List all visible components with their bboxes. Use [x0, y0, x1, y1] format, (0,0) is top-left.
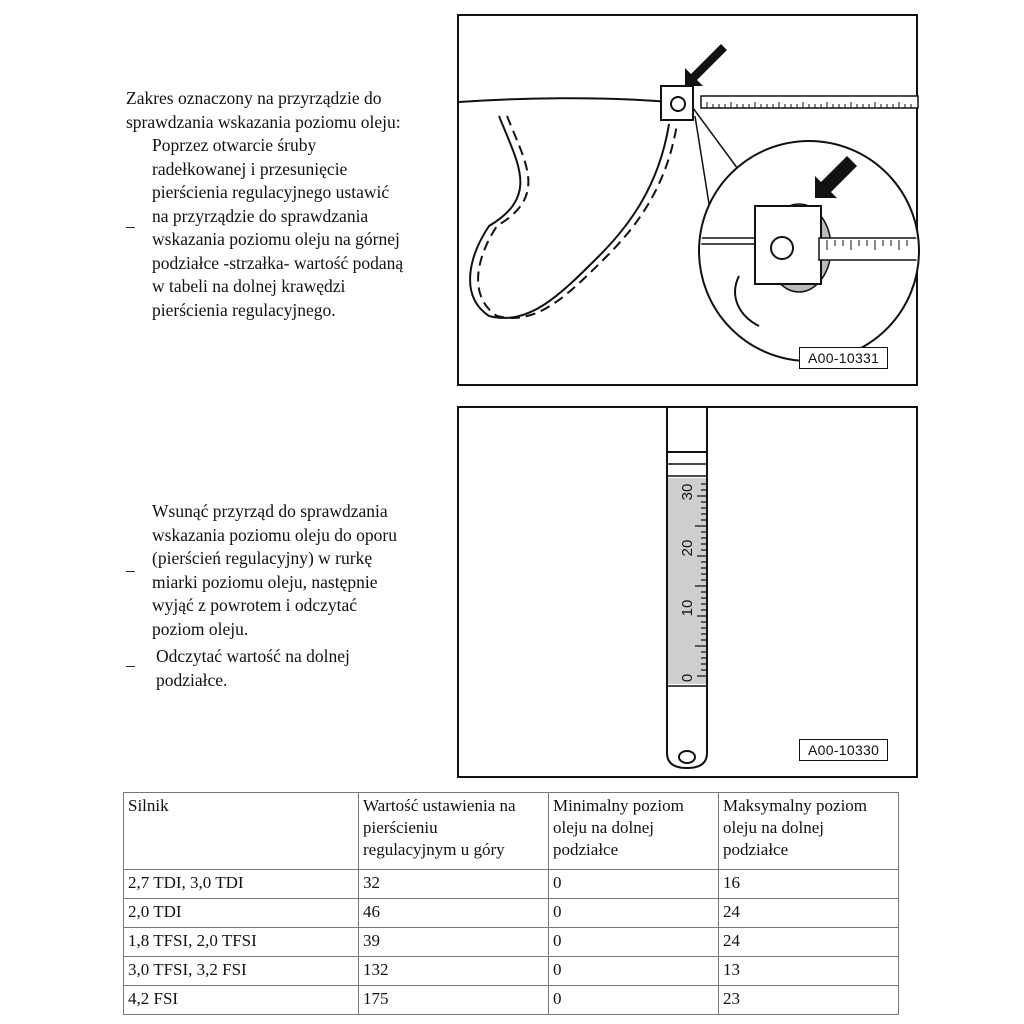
cell-ring-setting: 46	[359, 899, 549, 928]
cell-engine: 4,2 FSI	[124, 986, 359, 1015]
table-header-row	[124, 793, 899, 870]
cell-min-level: 0	[549, 928, 719, 957]
instruction-set-ring: Poprzez otwarcie śruby radełkowanej i przesunięcie pierścienia regulacyjnego ustawić na przyrządzie do sprawdzania wskazania poziomu oleju na górnej podziałce -strzałka- wartość podaną w tabeli na dolnej krawędzi pierścienia regulacyjnego.	[152, 135, 404, 320]
col-header-max-level: Maksymalny poziom oleju na dolnej podziałce	[719, 793, 899, 870]
table-row	[124, 870, 899, 899]
scale-label: 0	[679, 673, 696, 683]
engine-oil-table	[123, 792, 899, 1015]
intro-text: Zakres oznaczony na przyrządzie do sprawdzania wskazania poziomu oleju:	[126, 88, 401, 132]
scale-label: 20	[679, 539, 696, 557]
table-row	[124, 986, 899, 1015]
bullet-dash: –	[126, 560, 135, 580]
scale-label: 30	[679, 483, 696, 501]
cell-engine: 2,0 TDI	[124, 899, 359, 928]
cell-ring-setting: 132	[359, 957, 549, 986]
cell-engine: 3,0 TFSI, 3,2 FSI	[124, 957, 359, 986]
cell-engine: 1,8 TFSI, 2,0 TFSI	[124, 928, 359, 957]
table-row	[124, 957, 899, 986]
cell-ring-setting: 32	[359, 870, 549, 899]
cell-max-level: 24	[719, 899, 899, 928]
figure-id-label: A00-10331	[799, 347, 888, 369]
cell-ring-setting: 39	[359, 928, 549, 957]
table-row	[124, 899, 899, 928]
cell-min-level: 0	[549, 870, 719, 899]
instruction-read-value: Odczytać wartość na dolnej podziałce.	[156, 646, 350, 690]
cell-max-level: 23	[719, 986, 899, 1015]
cell-min-level: 0	[549, 957, 719, 986]
scale-label: 10	[679, 599, 696, 617]
cell-max-level: 16	[719, 870, 899, 899]
cell-min-level: 0	[549, 899, 719, 928]
cell-max-level: 13	[719, 957, 899, 986]
cell-max-level: 24	[719, 928, 899, 957]
col-header-engine: Silnik	[124, 793, 359, 870]
dipstick-illustration	[459, 408, 920, 780]
col-header-min-level: Minimalny poziom oleju na dolnej podziałce	[549, 793, 719, 870]
figure-gauge-setting	[457, 14, 918, 386]
cell-ring-setting: 175	[359, 986, 549, 1015]
table-row	[124, 928, 899, 957]
figure-id-label: A00-10330	[799, 739, 888, 761]
cell-min-level: 0	[549, 986, 719, 1015]
bullet-dash: –	[126, 655, 135, 675]
col-header-ring-setting: Wartość ustawienia na pierścieniu regulacyjnym u góry	[359, 793, 549, 870]
gauge-chain-illustration	[459, 16, 920, 388]
bullet-dash: –	[126, 216, 135, 236]
cell-engine: 2,7 TDI, 3,0 TDI	[124, 870, 359, 899]
figure-dipstick-scale	[457, 406, 918, 778]
instruction-insert-gauge: Wsunąć przyrząd do sprawdzania wskazania poziomu oleju do oporu (pierścień regulacyjny) w rurkę miarki poziomu oleju, następnie wyjąć z powrotem i odczytać poziom oleju.	[152, 501, 397, 639]
